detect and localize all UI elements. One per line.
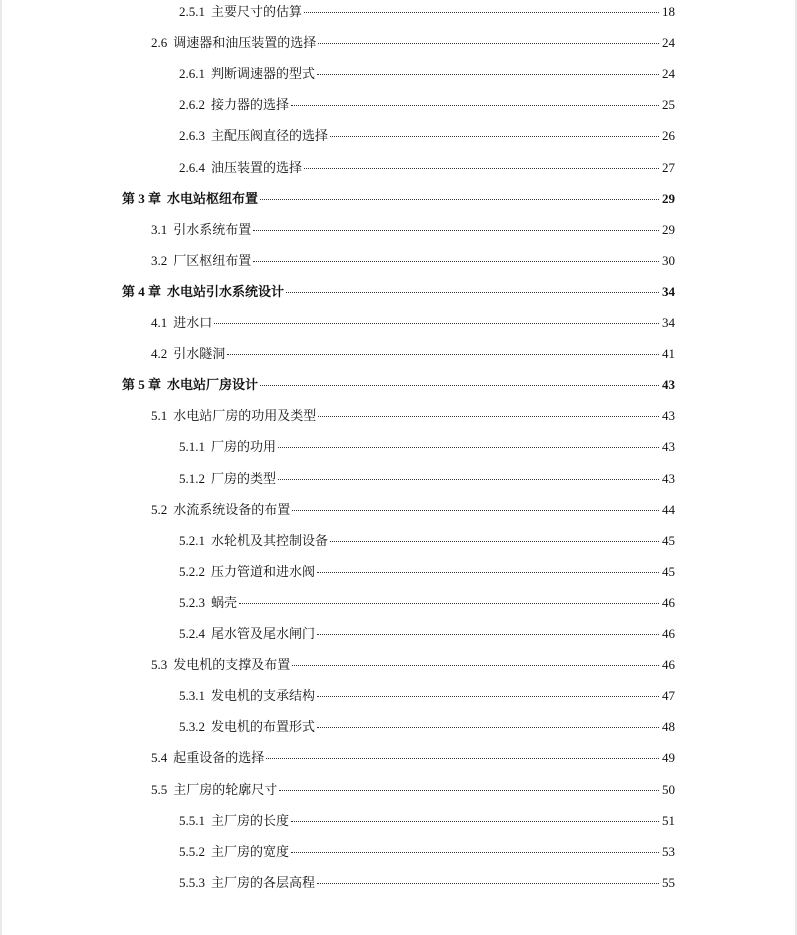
toc-entry-page-number: 47 [662,688,675,704]
toc-entry-page-number: 46 [662,594,675,610]
dot-leader [278,479,659,480]
toc-entry-number: 5.1.1 [179,439,205,455]
toc-entry-number: 5.3.2 [179,719,205,735]
toc-section-entry[interactable] [179,126,675,146]
toc-entry-page-number: 46 [662,626,675,641]
toc-entry-page-number: 24 [662,66,675,82]
toc-entry-title: 发电机的布置形式 [211,719,316,735]
toc-entry-page-number: 27 [662,159,675,175]
toc-entry-title: 判断调速器的型式 [211,66,316,82]
toc-section-entry[interactable] [151,748,675,768]
toc-entry-page-number: 43 [662,377,675,393]
toc-entry-number: 5.2.4 [179,626,205,641]
dot-leader [286,292,659,293]
toc-entry-number: 3.1 [151,221,168,237]
toc-section-entry[interactable] [179,811,675,831]
toc-chapter-entry[interactable] [122,375,675,395]
dot-leader [227,354,659,355]
toc-entry-number: 4.2 [151,346,168,362]
toc-entry-title: 主厂房的长度 [211,812,290,828]
toc-entry-title: 引水隧洞 [173,346,226,362]
toc-section-entry[interactable] [151,344,675,364]
toc-section-entry[interactable] [151,313,675,333]
dot-leader [317,634,659,635]
dot-leader [214,323,659,324]
toc-entry-number: 2.5.1 [179,4,205,19]
toc-entry-title: 调速器和油压装置的选择 [173,35,317,51]
toc-entry-title: 厂房的类型 [211,470,277,486]
toc-entry-page-number: 34 [662,315,675,330]
dot-leader [260,385,659,386]
toc-entry-page-number: 44 [662,501,675,517]
toc-entry-title: 主厂房的各层高程 [211,874,316,890]
toc-entry-title: 主厂房的宽度 [211,843,290,859]
toc-entry-title: 水电站引水系统设计 [167,283,285,299]
toc-entry-page-number: 46 [662,657,675,673]
toc-section-entry[interactable] [179,158,675,178]
toc-entry-number: 2.6.1 [179,66,205,82]
toc-entry-number: 2.6.4 [179,159,205,175]
dot-leader [330,541,659,542]
toc-entry-title: 进水口 [173,315,213,330]
toc-entry-title: 压力管道和进水阀 [211,563,316,579]
toc-entry-title: 水轮机及其控制设备 [211,532,329,548]
toc-entry-title: 油压装置的选择 [211,159,303,175]
toc-entry-number: 5.1 [151,408,168,424]
toc-entry-title: 水电站厂房设计 [167,377,259,393]
toc-section-entry[interactable] [179,624,675,644]
toc-entry-page-number: 24 [662,35,675,51]
toc-section-entry[interactable] [179,873,675,893]
toc-entry-page-number: 30 [662,252,675,268]
dot-leader [260,199,659,200]
toc-entry-number: 5.2 [151,501,168,517]
dot-leader [278,447,659,448]
toc-entry-page-number: 49 [662,750,675,766]
toc-page [2,0,795,935]
toc-entry-number: 2.6.2 [179,97,205,113]
dot-leader [330,136,659,137]
toc-entry-page-number: 43 [662,439,675,455]
toc-entry-number: 5.1.2 [179,470,205,486]
dot-leader [279,790,659,791]
toc-entry-page-number: 43 [662,408,675,424]
toc-entry-number: 2.6 [151,35,168,51]
dot-leader [318,416,659,417]
toc-entry-title: 厂房的功用 [211,439,277,455]
toc-entry-title: 尾水管及尾水闸门 [211,626,316,641]
toc-section-entry[interactable] [151,500,675,520]
dot-leader [304,12,659,13]
toc-entry-number: 5.5 [151,781,168,797]
toc-entry-page-number: 26 [662,128,675,144]
toc-entry-number: 5.5.1 [179,812,205,828]
toc-entry-number: 5.5.2 [179,843,205,859]
toc-entry-title: 接力器的选择 [211,97,290,113]
toc-entry-number: 4.1 [151,315,168,330]
toc-entry-page-number: 29 [662,221,675,237]
toc-entry-title: 主厂房的轮廓尺寸 [173,781,278,797]
toc-section-entry[interactable] [179,64,675,84]
dot-leader [317,696,659,697]
toc-entry-page-number: 50 [662,781,675,797]
dot-leader [317,727,659,728]
toc-entry-number: 5.3.1 [179,688,205,704]
toc-entry-title: 水电站厂房的功用及类型 [173,408,317,424]
toc-entry-page-number: 18 [662,4,675,19]
toc-entry-title: 水电站枢纽布置 [167,190,259,206]
dot-leader [317,572,659,573]
toc-section-entry[interactable] [179,95,675,115]
dot-leader [292,665,659,666]
dot-leader [304,168,659,169]
toc-entry-title: 起重设备的选择 [173,750,265,766]
dot-leader [318,43,659,44]
toc-entry-number: 第 4 章 [122,283,162,299]
toc-section-entry[interactable] [151,406,675,426]
toc-section-entry[interactable] [179,593,675,613]
toc-section-entry[interactable] [151,251,675,271]
dot-leader [291,105,659,106]
toc-entry-page-number: 45 [662,563,675,579]
toc-section-entry[interactable] [179,531,675,551]
toc-section-entry[interactable] [179,842,675,862]
toc-entry-page-number: 41 [662,346,675,362]
toc-chapter-entry[interactable] [122,282,675,302]
toc-entry-title: 发电机的支承结构 [211,688,316,704]
toc-entry-number: 5.3 [151,657,168,673]
dot-leader [239,603,659,604]
toc-entry-title: 水流系统设备的布置 [173,501,291,517]
toc-entry-number: 5.2.3 [179,594,205,610]
toc-entry-page-number: 29 [662,190,675,206]
toc-section-entry[interactable] [151,780,675,800]
dot-leader [317,883,659,884]
toc-entry-title: 引水系统布置 [173,221,252,237]
toc-entry-number: 第 5 章 [122,377,162,393]
toc-entry-number: 3.2 [151,252,168,268]
toc-section-entry[interactable] [179,686,675,706]
toc-entry-title: 厂区枢纽布置 [173,252,252,268]
dot-leader [253,230,659,231]
toc-entry-page-number: 45 [662,532,675,548]
toc-entry-number: 5.5.3 [179,874,205,890]
toc-entry-page-number: 51 [662,812,675,828]
toc-section-entry[interactable] [151,220,675,240]
toc-section-entry[interactable] [179,2,675,22]
toc-chapter-entry[interactable] [122,189,675,209]
toc-entry-number: 2.6.3 [179,128,205,144]
toc-section-entry[interactable] [179,717,675,737]
dot-leader [266,758,659,759]
toc-entry-page-number: 25 [662,97,675,113]
toc-entry-title: 发电机的支撑及布置 [173,657,291,673]
toc-entry-number: 5.2.1 [179,532,205,548]
toc-entry-title: 蜗壳 [211,594,238,610]
toc-entry-number: 5.2.2 [179,563,205,579]
toc-entry-number: 第 3 章 [122,190,162,206]
toc-section-entry[interactable] [151,33,675,53]
toc-entry-title: 主要尺寸的估算 [211,4,303,19]
toc-entry-number: 5.4 [151,750,168,766]
toc-section-entry[interactable] [151,655,675,675]
toc-entry-page-number: 55 [662,874,675,890]
toc-entry-title: 主配压阀直径的选择 [211,128,329,144]
toc-section-entry[interactable] [179,562,675,582]
dot-leader [291,852,659,853]
dot-leader [253,261,659,262]
dot-leader [317,74,659,75]
dot-leader [291,821,659,822]
toc-entry-page-number: 48 [662,719,675,735]
toc-section-entry[interactable] [179,437,675,457]
toc-entry-page-number: 34 [662,283,675,299]
toc-entry-page-number: 43 [662,470,675,486]
toc-section-entry[interactable] [179,469,675,489]
dot-leader [292,510,659,511]
toc-entry-page-number: 53 [662,843,675,859]
